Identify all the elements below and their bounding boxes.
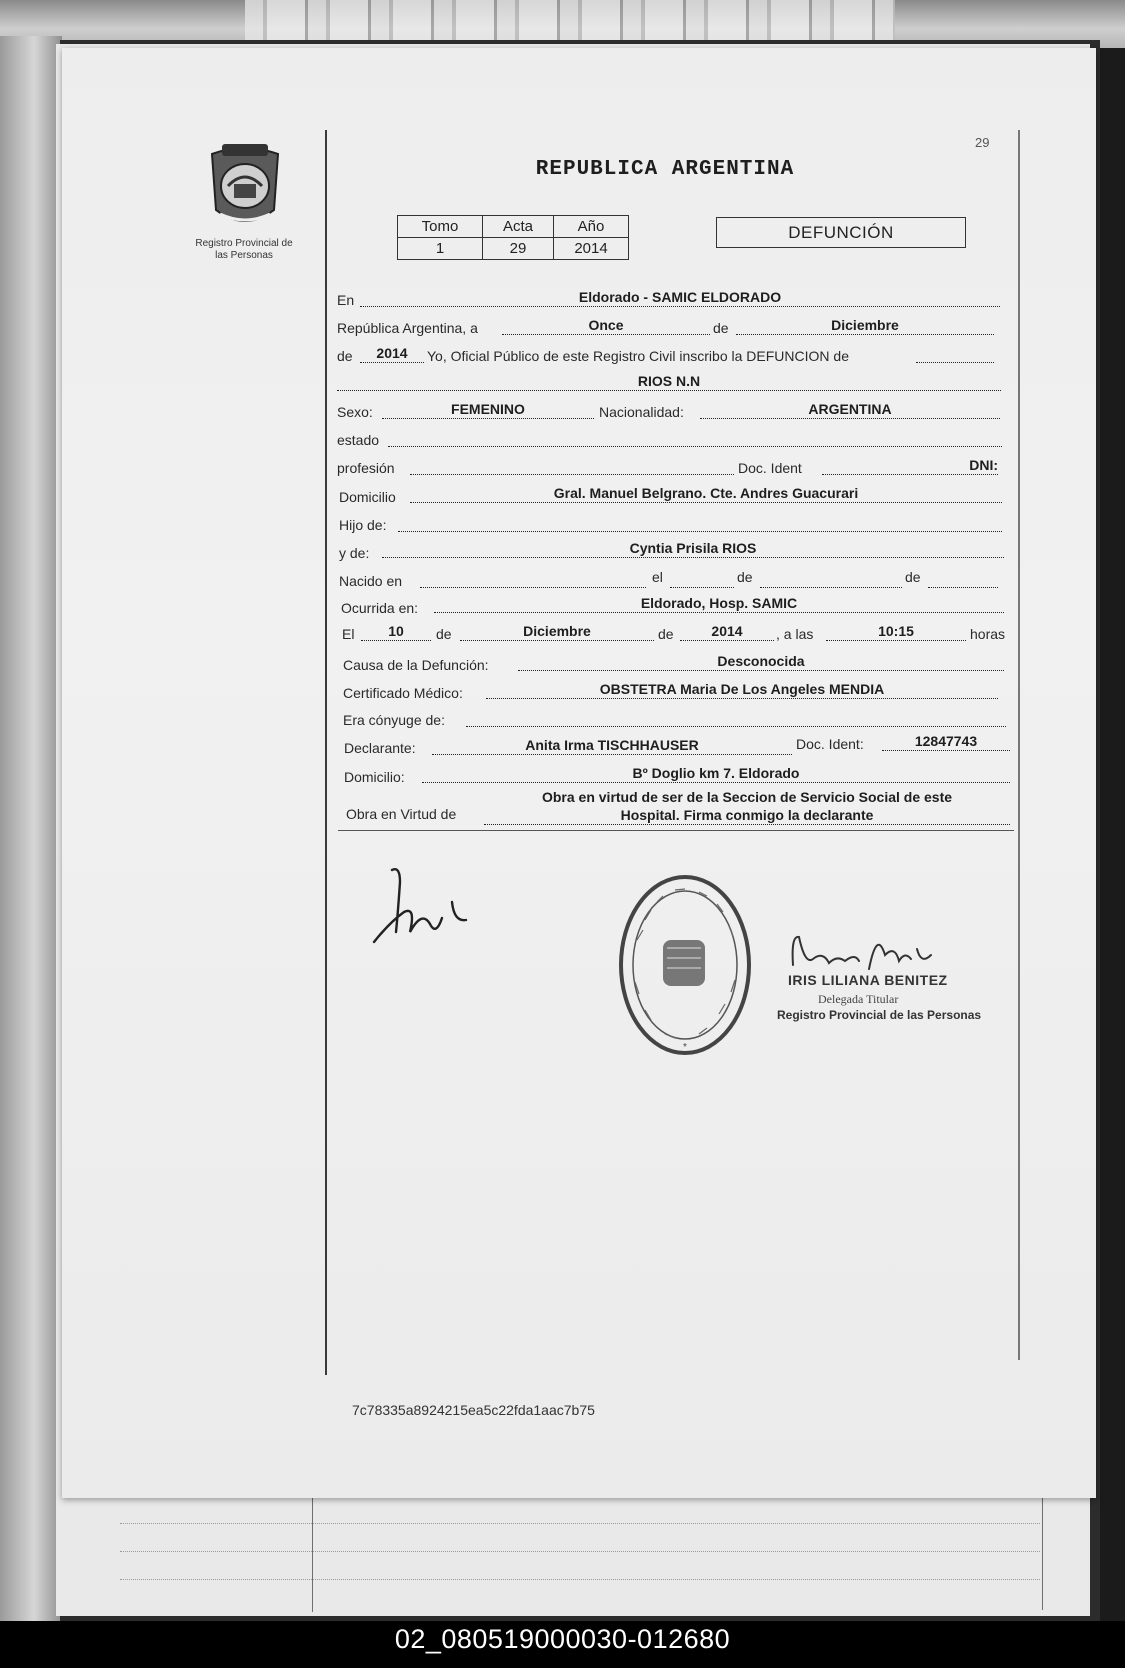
- svg-text:*: *: [683, 1042, 687, 1053]
- ocurrida-field: Eldorado, Hosp. SAMIC: [434, 594, 1004, 613]
- form-end-line: [338, 830, 1014, 831]
- official-role: Delegada Titular: [818, 992, 899, 1006]
- domicilio2-label: Domicilio:: [344, 769, 405, 785]
- underlying-divider: [1042, 1480, 1043, 1610]
- death-day-field: 10: [361, 622, 431, 641]
- death-time-field: 10:15: [826, 622, 966, 641]
- sexo-label: Sexo:: [337, 404, 373, 420]
- image-identifier: 02_080519000030-012680: [394, 1624, 731, 1654]
- de-label: de: [905, 569, 921, 585]
- republica-label: República Argentina, a: [337, 320, 478, 336]
- de-label: de: [337, 348, 353, 364]
- nacido-year-field: [928, 569, 998, 588]
- certificado-label: Certificado Médico:: [343, 685, 463, 701]
- nacionalidad-label: Nacionalidad:: [599, 404, 684, 420]
- declarant-signature-icon: [370, 862, 500, 962]
- conyuge-label: Era cónyuge de:: [343, 712, 445, 728]
- margin-line: [325, 130, 327, 1375]
- doc-ident-field: DNI:: [822, 456, 998, 475]
- month-field: Diciembre: [736, 316, 994, 335]
- domicilio-label: Domicilio: [339, 489, 396, 505]
- domicilio-field: Gral. Manuel Belgrano. Cte. Andres Guacurari: [410, 484, 1002, 503]
- margin-line: [1018, 130, 1020, 1360]
- de-label: de: [658, 626, 674, 642]
- declarante-doc-field: 12847743: [882, 732, 1010, 751]
- intro-blank: [916, 344, 994, 363]
- death-month-field: Diciembre: [460, 622, 654, 641]
- record-header-anio: Año: [554, 216, 629, 238]
- doc-ident-label: Doc. Ident: [738, 460, 802, 476]
- de-label: de: [436, 626, 452, 642]
- record-value-anio: 2014: [554, 238, 629, 260]
- ocurrida-label: Ocurrida en:: [341, 600, 419, 616]
- page-number: 29: [975, 135, 990, 150]
- certificado-field: OBSTETRA Maria De Los Angeles MENDIA: [486, 680, 998, 699]
- horas-label: horas: [970, 626, 1006, 642]
- en-field: Eldorado - SAMIC ELDORADO: [360, 288, 1000, 307]
- hijo-field: [398, 513, 1002, 532]
- obra-line-1: Obra en virtud de ser de la Seccion de Servicio Social de este: [541, 789, 953, 805]
- logo-caption-line: las Personas: [215, 250, 273, 261]
- record-value-tomo: 1: [398, 238, 483, 260]
- nacido-label: Nacido en: [339, 573, 403, 589]
- left-book-page: [0, 36, 62, 1621]
- official-name: IRIS LILIANA BENITEZ: [788, 972, 948, 988]
- causa-field: Desconocida: [518, 652, 1004, 671]
- causa-label: Causa de la Defunción:: [343, 657, 489, 673]
- estado-label: estado: [337, 432, 380, 448]
- profesion-field: [410, 456, 734, 475]
- sexo-field: FEMENINO: [382, 400, 594, 419]
- record-header-acta: Acta: [483, 216, 554, 238]
- profesion-label: profesión: [337, 460, 395, 476]
- coat-of-arms-icon: [200, 140, 290, 232]
- alas-label: , a las: [776, 626, 814, 642]
- official-seal-icon: [615, 870, 755, 1060]
- obra-line-2: Hospital. Firma conmigo la declarante: [484, 806, 1010, 825]
- declarante-doc-label: Doc. Ident:: [796, 736, 864, 752]
- record-table: [397, 215, 629, 260]
- record-value-acta: 29: [483, 238, 554, 260]
- estado-field: [388, 428, 1002, 447]
- logo-caption-line: Registro Provincial de: [195, 238, 293, 249]
- conyuge-field: [466, 708, 1006, 727]
- nacido-day-field: [670, 569, 734, 588]
- el-label: El: [342, 626, 355, 642]
- logo-caption: [180, 238, 308, 262]
- yde-field: Cyntia Prisila RIOS: [382, 539, 1004, 558]
- obra-label: Obra en Virtud de: [346, 806, 457, 822]
- underlying-divider: [312, 1492, 313, 1612]
- record-header-tomo: Tomo: [398, 216, 483, 238]
- day-field: Once: [502, 316, 710, 335]
- declarante-field: Anita Irma TISCHHAUSER: [432, 736, 792, 755]
- de-label: de: [713, 320, 729, 336]
- domicilio2-field: Bº Doglio km 7. Eldorado: [422, 764, 1010, 783]
- document-title: REPUBLICA ARGENTINA: [535, 158, 795, 181]
- nacido-month-field: [760, 569, 902, 588]
- year-field: 2014: [360, 344, 424, 363]
- intro-text: Yo, Oficial Público de este Registro Civil inscribo la DEFUNCION de: [427, 348, 849, 364]
- el-label: el: [652, 569, 663, 585]
- hijo-label: Hijo de:: [339, 517, 387, 533]
- yde-label: y de:: [339, 545, 370, 561]
- de-label: de: [737, 569, 753, 585]
- death-year-field: 2014: [680, 622, 774, 641]
- record-type-box: DEFUNCIÓN: [716, 217, 966, 248]
- nacido-place-field: [420, 569, 646, 588]
- deceased-name-field: RIOS N.N: [337, 372, 1001, 391]
- official-office: Registro Provincial de las Personas: [777, 1008, 982, 1022]
- nacionalidad-field: ARGENTINA: [700, 400, 1000, 419]
- declarante-label: Declarante:: [344, 740, 416, 756]
- en-label: En: [337, 292, 355, 308]
- underlying-sheet-lines: [120, 1495, 1040, 1605]
- document-hash: 7c78335a8924215ea5c22fda1aac7b75: [352, 1402, 595, 1418]
